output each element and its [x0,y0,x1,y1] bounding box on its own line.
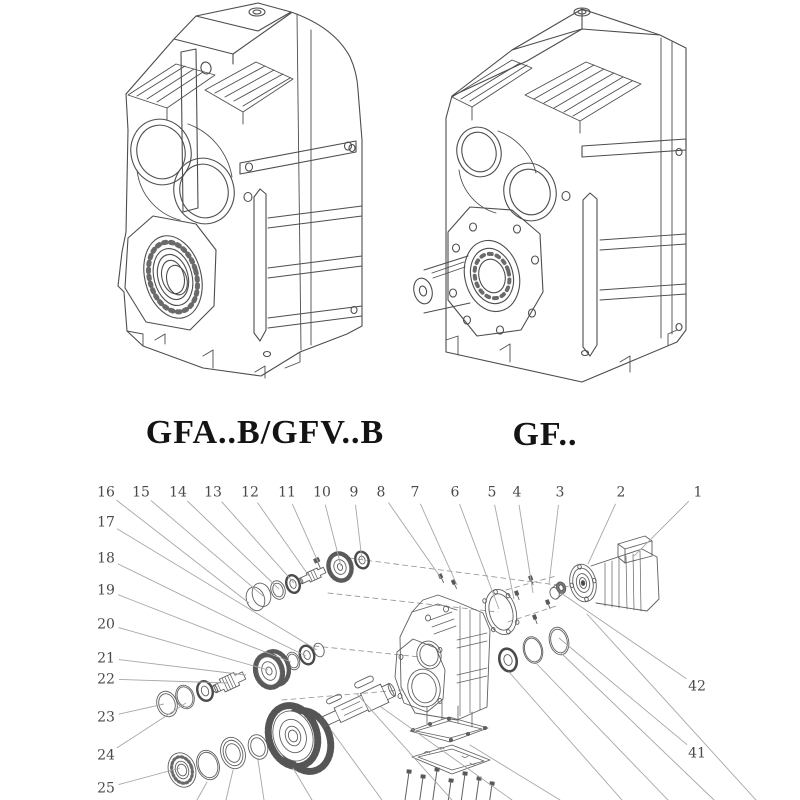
leader-line-18 [118,564,306,656]
callout-11: 11 [278,484,296,501]
front-lug [181,49,212,212]
callout-18: 18 [97,550,115,567]
callout-3: 3 [555,484,565,501]
gearbox-housing [395,595,490,720]
callout-14: 14 [169,484,187,501]
callout-19: 19 [97,582,115,599]
callout-13: 13 [204,484,222,501]
gearbox-hollow-shaft-drawing [118,3,362,378]
callout-8: 8 [376,484,386,501]
bearing-output-right [497,647,519,674]
input-coupling [547,581,568,601]
leader-line-5 [495,505,514,599]
gear-bores-right [451,122,570,227]
housing-front-plate [395,638,445,712]
leader-line-24 [117,703,186,748]
callout-42: 42 [688,678,706,695]
oil-plug-top-left [249,8,265,16]
gearbox-solid-shaft-drawing [411,8,686,382]
assembly-axis-dashed-lines [282,558,572,700]
callout-9: 9 [349,484,359,501]
leader-lines [116,500,689,785]
leader-line-25 [119,768,180,785]
leader-line-11 [292,504,319,564]
gear-second-stage [325,550,356,584]
callout-2: 2 [616,484,626,501]
leader-line-23 [119,704,164,714]
leader-line-22 [119,679,227,683]
roller-bearing-output [164,749,200,791]
callout-16: 16 [97,484,115,501]
snap-ring [173,683,198,711]
motor-terminal-box [618,536,652,563]
callout-20: 20 [97,616,115,633]
gear-bores [123,112,252,230]
oil-seal-output [217,734,250,772]
cooling-fins-right [452,60,641,133]
leader-line-7 [420,504,457,585]
bearing-small [284,573,302,594]
callout-41: 41 [688,745,706,762]
leader-line-6 [460,504,499,609]
output-bearing-boss [125,216,216,330]
frame-braces [240,14,362,357]
shaft-key-large [354,675,375,689]
callout-labels [97,485,706,797]
mounting-feet-left [127,331,300,378]
leader-line-20 [119,628,268,670]
frame-braces-right [582,38,687,356]
callout-6: 6 [450,484,460,501]
model-label-left: GFA..B/GFV..B [145,414,385,451]
pinion-shaft-small [298,565,327,586]
set-screw [314,557,323,568]
model-label-right: GF.. [512,416,578,453]
output-flange-face [448,207,543,336]
seal-ring-right [546,625,572,657]
housing-gaskets [410,702,490,774]
callout-12: 12 [241,484,259,501]
leader-line-15 [151,500,263,596]
snap-ring-output [193,747,223,782]
leader-line-12 [257,503,309,576]
leader-line-1 [634,501,689,556]
callout-21: 21 [97,650,115,667]
callout-10: 10 [313,484,331,501]
motor-studs [515,576,552,624]
output-solid-shaft [317,680,398,732]
callout-15: 15 [132,484,150,501]
callout-1: 1 [693,484,703,501]
callout-23: 23 [97,709,115,726]
callout-7: 7 [410,484,420,501]
mounting-feet-right [446,330,677,372]
leader-line-4 [519,505,533,593]
callout-22: 22 [97,671,115,688]
leader-line-16 [116,500,249,603]
exploded-view-drawing [153,536,756,800]
callout-5: 5 [487,484,497,501]
leader-line-2 [588,504,616,564]
leader-line-21 [119,660,246,675]
snap-ring-right [520,635,545,666]
leader-line-17 [117,529,317,650]
leader-line-3 [549,505,558,584]
callout-17: 17 [97,514,115,531]
callout-24: 24 [97,747,115,764]
motor [566,536,659,611]
output-shaft [411,256,470,313]
callout-4: 4 [512,484,522,501]
leader-line-42 [561,593,686,679]
intermediate-shaft-assembly [243,550,458,613]
leader-line-13 [222,502,294,583]
callout-25: 25 [97,780,115,797]
